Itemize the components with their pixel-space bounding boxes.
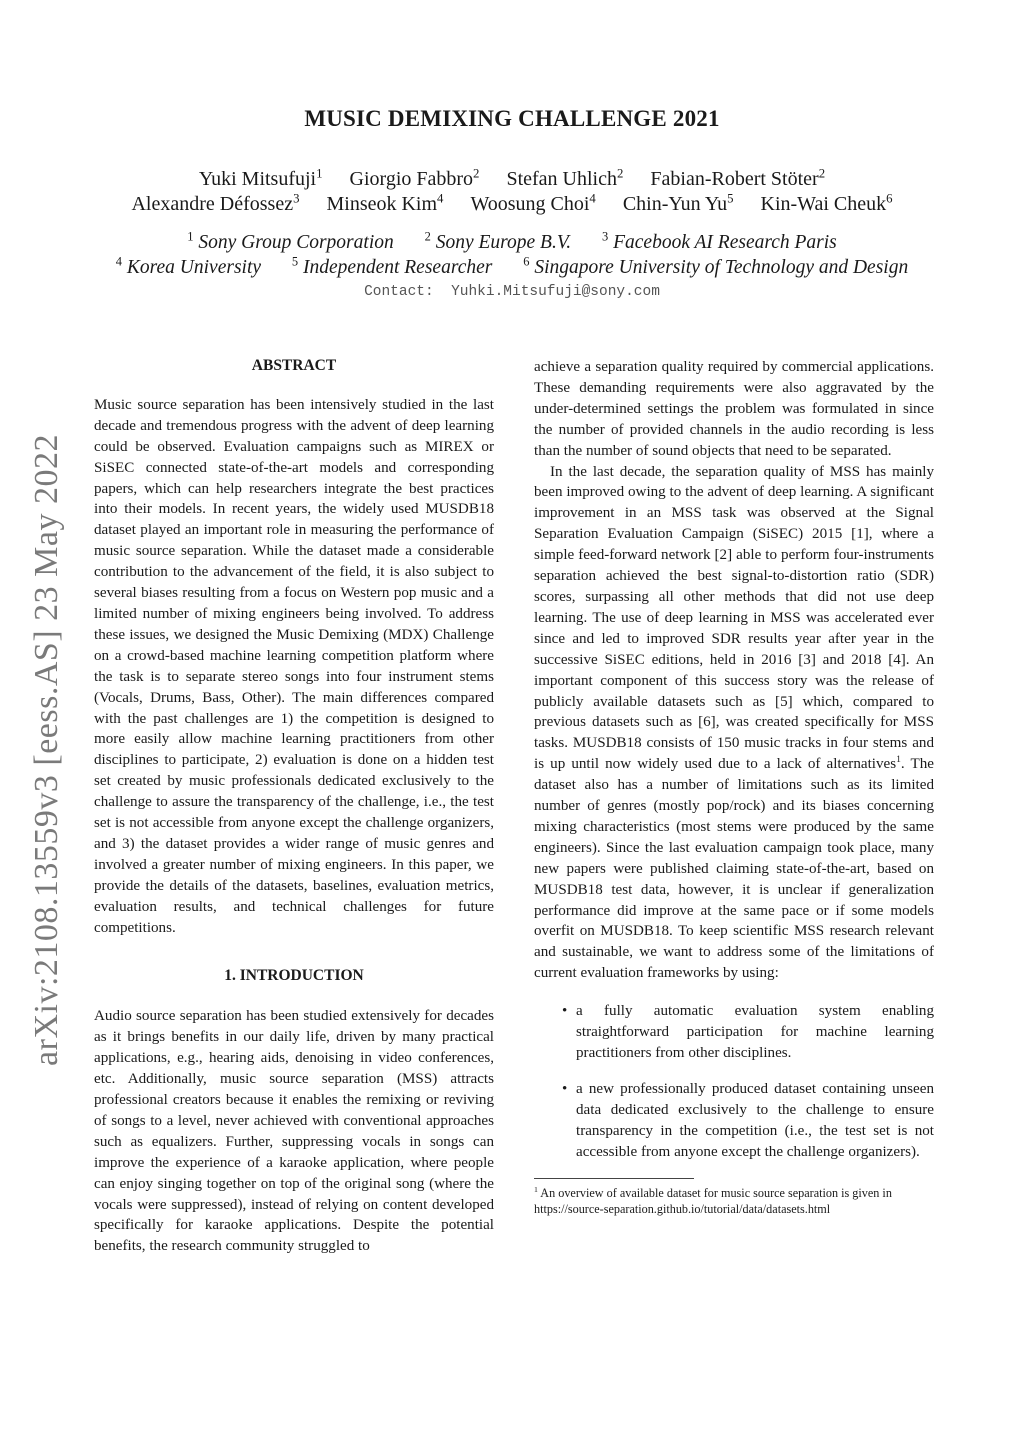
list-item: • a new professionally produced dataset containing unseen data dedicated exclusively to the challenge to ensure transparency in the competition (i.e., the test set is not accessible from anyone except the challenge organizers). <box>576 1079 934 1163</box>
arxiv-stamp-container <box>18 430 76 1070</box>
introduction-heading: 1. INTRODUCTION <box>224 967 364 985</box>
abstract-heading: ABSTRACT <box>251 357 337 374</box>
paper-title: MUSIC DEMIXING CHALLENGE 2021 <box>304 106 720 131</box>
affiliation: $^4$ Korea University <box>115 254 262 278</box>
author-row-1 <box>0 167 1024 192</box>
author-list <box>0 167 1024 217</box>
affiliation: $^2$ Sony Europe B.V. <box>424 229 572 253</box>
author: Minseok Kim$^4$ <box>326 191 444 215</box>
author-row-2 <box>0 192 1024 217</box>
author: Woosung Choi$^4$ <box>470 191 596 215</box>
author: Kin-Wai Cheuk$^6$ <box>760 191 893 215</box>
contribution-list <box>534 1001 934 1162</box>
affiliation-list <box>0 230 1024 280</box>
footnote <box>534 1185 934 1217</box>
affiliation: $^5$ Independent Researcher <box>291 254 493 278</box>
footnote-text: An overview of available dataset for music source separation is given in https://source-separation.github.io/tutorial/data/datasets.html <box>534 1185 892 1216</box>
affiliation: $^6$ Singapore University of Technology and Design <box>523 254 909 278</box>
author: Alexandre Défossez$^3$ <box>131 191 300 215</box>
intro-paragraph-2-part-b: . The dataset also has a number of limitations such as its limited number of genres (mostly pop/rock) and its biases concerning mixing characteristics (most stems were produced by the same engineers). Since the last evaluation campaign took place, many new papers were published claiming state-of-the-art, based on MUSDB18 test data, however, it is unclear if generalization performance did improve at the same pace or if some models overfit on MUSDB18. To keep scientific MSS research relevant and sustainable, we want to address some of the limitations of current evaluation frameworks by using: <box>534 756 934 982</box>
footnote-ref: 1 <box>896 754 901 766</box>
left-column <box>94 356 494 1257</box>
intro-paragraph-1: Audio source separation has been studied extensively for decades as it brings benefits in our daily life, driven by many practical applications, e.g., hearing aids, denoising in video conferences, etc. Additionally, music source separation (MSS) attracts professional creators because it enables the remixing or reviving of songs to a level, never achieved with conventional approaches such as equalizers. Further, suppressing vocals in songs can improve the experience of a karaoke application, where people can enjoy singing together on top of the original song (where the vocals were suppressed), instead of relying on content developed specifically for karaoke applications. Despite the potential benefits, the research community struggled to <box>94 1008 494 1255</box>
footnote-divider <box>534 1178 694 1179</box>
list-item: • a fully automatic evaluation system enabling straightforward participation for machine learning practitioners from other disciplines. <box>576 1001 934 1064</box>
footnote-number: 1 <box>534 1184 538 1194</box>
intro-paragraph-2 <box>534 462 934 985</box>
abstract-text: Music source separation has been intensively studied in the last decade and tremendous progress with the advent of deep learning could be observed. Evaluation campaigns such as MIREX or SiSEC connected state-of-the-art models and corresponding papers, which can help researchers integrate the best practices into their models. In recent years, the widely used MUSDB18 dataset played an important role in measuring the performance of music source separation. While the dataset made a considerable contribution to the advancement of the field, it is also subject to several biases resulting from a focus on Western pop music and a limited number of mixing engineers being involved. To address these issues, we designed the Music Demixing (MDX) Challenge on a crowd-based machine learning competition platform where the task is to separate stereo songs into four instrument stems (Vocals, Drums, Bass, Other). The main differences compared with the past challenges are 1) the competition is designed to more easily allow machine learning practitioners from other disciplines to participate, 2) evaluation is done on a hidden test set created by music professionals dedicated exclusively to the challenge to assure the transparency of the challenge, i.e., the test set is not accessible from anyone except the challenge organizers, and 3) the dataset provides a wider range of music genres and involved a greater number of mixing engineers. In this paper, we provide the details of the datasets, baselines, evaluation metrics, evaluation results, and technical challenges for future competitions. <box>94 396 494 936</box>
author: Stefan Uhlich$^2$ <box>506 166 624 190</box>
affiliation: $^3$ Facebook AI Research Paris <box>602 229 837 253</box>
author: Chin-Yun Yu$^5$ <box>622 191 734 215</box>
author: Giorgio Fabbro$^2$ <box>349 166 480 190</box>
author: Fabian-Robert Stöter$^2$ <box>650 166 826 190</box>
right-column <box>534 357 934 1217</box>
affiliation: $^1$ Sony Group Corporation <box>187 229 394 253</box>
intro-paragraph-1-continued: achieve a separation quality required by commercial applications. These demanding requirements were also aggravated by the under-determined settings the problem was formulated in since the number of provided channels in the audio recording is less than the number of sound objects that need to be separated. <box>534 359 934 459</box>
author: Yuki Mitsufuji$^1$ <box>198 166 323 190</box>
intro-paragraph-2-part-a: In the last decade, the separation quality of MSS has mainly been improved owing to the advent of deep learning. A significant improvement in an MSS task was observed at the Signal Separation Evaluation Campaign (SiSEC) 2015 [1], where a simple feed-forward network [2] able to perform four-instruments separation achieved the best signal-to-distortion ratio (SDR) scores, surpassing all other methods that did not use deep learning. The use of deep learning in MSS was accelerated ever since and led to improved SDR results year after year in the successive SiSEC editions, held in 2016 [3] and 2018 [4]. An important component of this success story was the release of publicly available datasets such as [5] which, compared to previous datasets such as [6], was created specifically for MSS tasks. MUSDB18 consists of 150 music tracks in four stems and is up until now widely used due to a lack of alternatives <box>534 463 934 773</box>
affiliation-row-1 <box>0 230 1024 255</box>
affiliation-row-2 <box>0 255 1024 280</box>
contact-email: Contact: Yuhki.Mitsufuji@sony.com <box>364 284 660 300</box>
arxiv-stamp: arXiv:2108.13559v3 [eess.AS] 23 May 2022 <box>28 434 65 1066</box>
